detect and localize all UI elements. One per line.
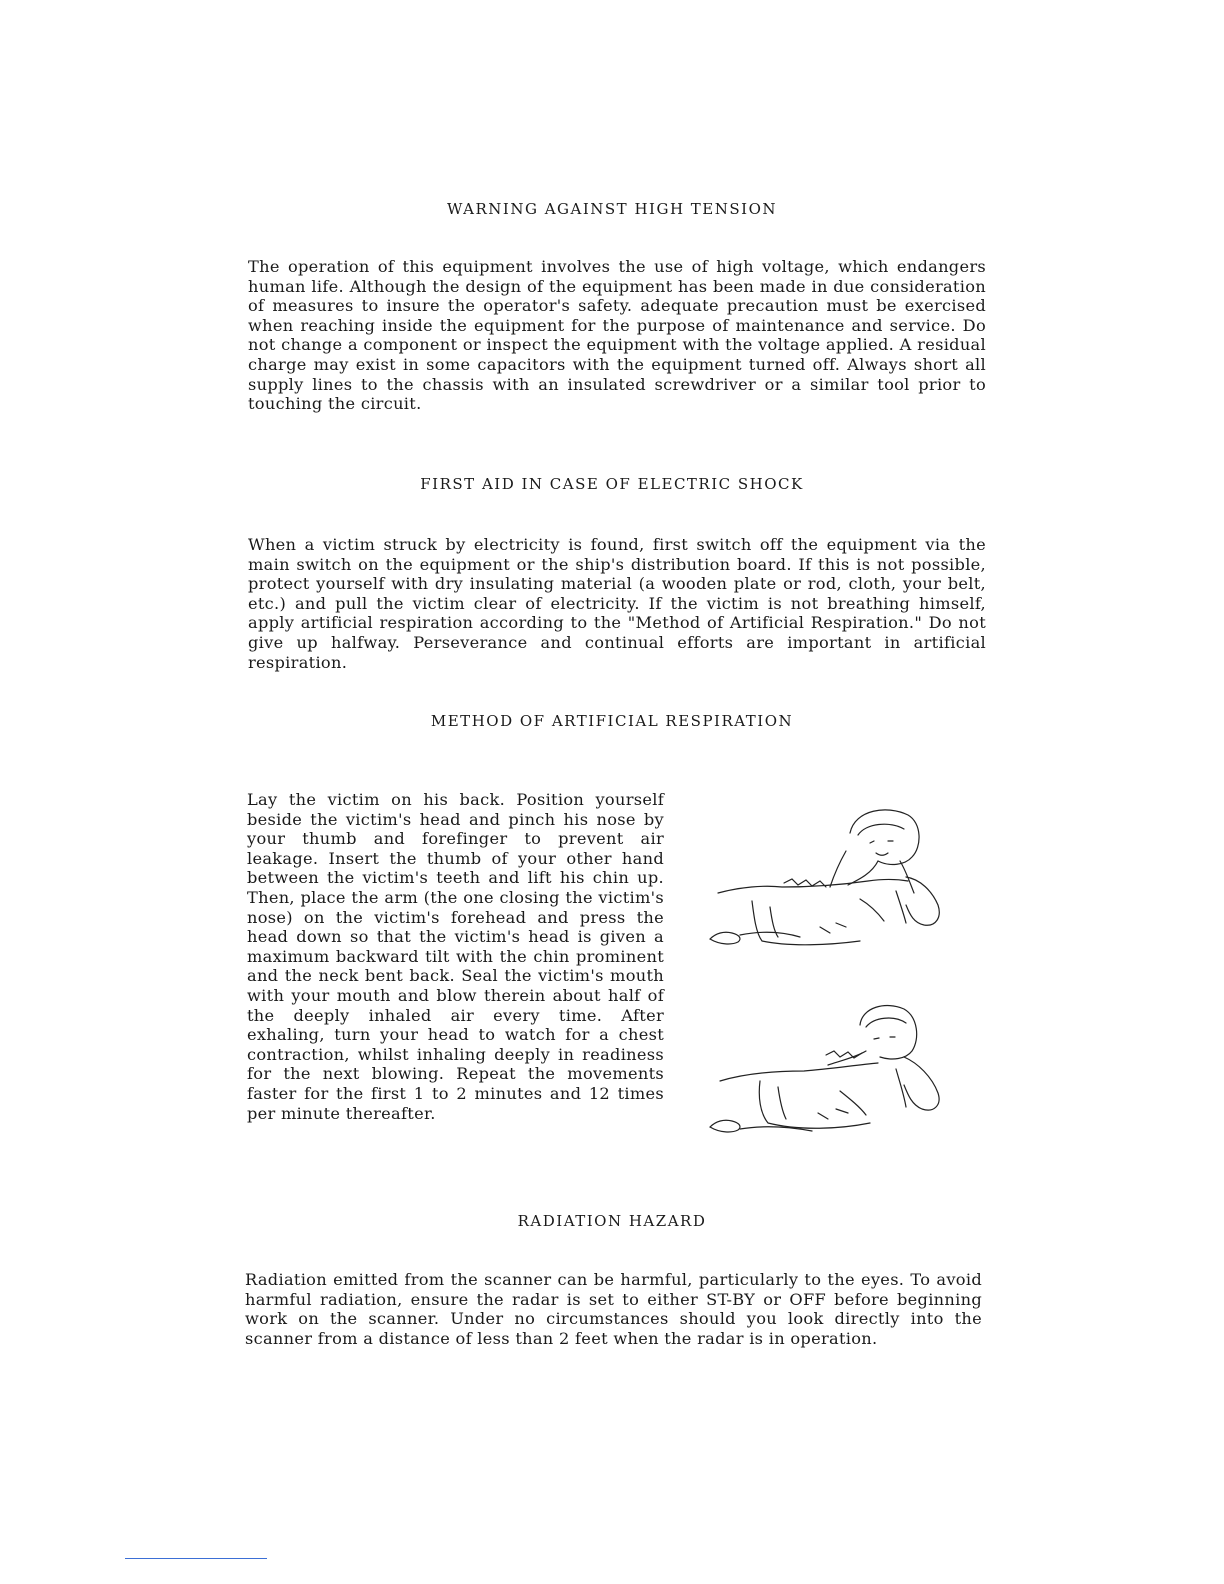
paragraph-radiation: Radiation emitted from the scanner can be harmful, particularly to the eyes. To avoid harmful radiation, ensure the radar is set to either ST-BY or OFF before beginning work on the scanner. Under no circumstances should you look directly into the scanner from a distance of less than 2 feet when the radar is in operation. — [245, 1270, 982, 1348]
illustration-head-tilt — [700, 795, 950, 955]
heading-high-tension: WARNING AGAINST HIGH TENSION — [446, 200, 777, 218]
heading-radiation: RADIATION HAZARD — [517, 1212, 707, 1230]
paragraph-respiration: Lay the victim on his back. Position yourself beside the victim's head and pinch his nose by your thumb and forefinger to prevent air leakage. Insert the thumb of your other hand between the victim's teeth and lift his chin up. Then, place the arm (the one closing the victim's nose) on the victim's forehead and press the head down so that the victim's head is given a maximum backward tilt with the chin prominent and the neck bent back. Seal the victim's mouth with your mouth and blow therein about half of the deeply inhaled air every time. After exhaling, turn your head to watch for a chest contraction, whilst inhaling deeply in readiness for the next blowing. Repeat the movements faster for the first 1 to 2 minutes and 12 times per minute thereafter. — [247, 790, 664, 1123]
illustration-mouth-to-mouth — [700, 995, 950, 1145]
paragraph-first-aid: When a victim struck by electricity is found, first switch off the equipment via the main switch on the equipment or the ship's distribution board. If this is not possible, protect yourself with dry insulating material (a wooden plate or rod, cloth, your belt, etc.) and pull the victim clear of electricity. If the victim is not breathing himself, apply artificial respiration according to the "Method of Artificial Respiration." Do not give up halfway. Perseverance and continual efforts are important in artificial respiration. — [248, 535, 986, 672]
paragraph-high-tension: The operation of this equipment involves the use of high voltage, which endangers human life. Although the design of the equipment has been made in due consideration of measures to insure the operator's safety. adequate precaution must be exercised when reaching inside the equipment for the purpose of maintenance and service. Do not change a component or inspect the equipment with the voltage applied. A residual charge may exist in some capacitors with the equipment turned off. Always short all supply lines to the chassis with an insulated screwdriver or a similar tool prior to touching the circuit. — [248, 257, 986, 414]
footnote-divider — [125, 1558, 267, 1559]
heading-respiration: METHOD OF ARTIFICIAL RESPIRATION — [430, 712, 794, 730]
heading-first-aid: FIRST AID IN CASE OF ELECTRIC SHOCK — [420, 475, 804, 493]
